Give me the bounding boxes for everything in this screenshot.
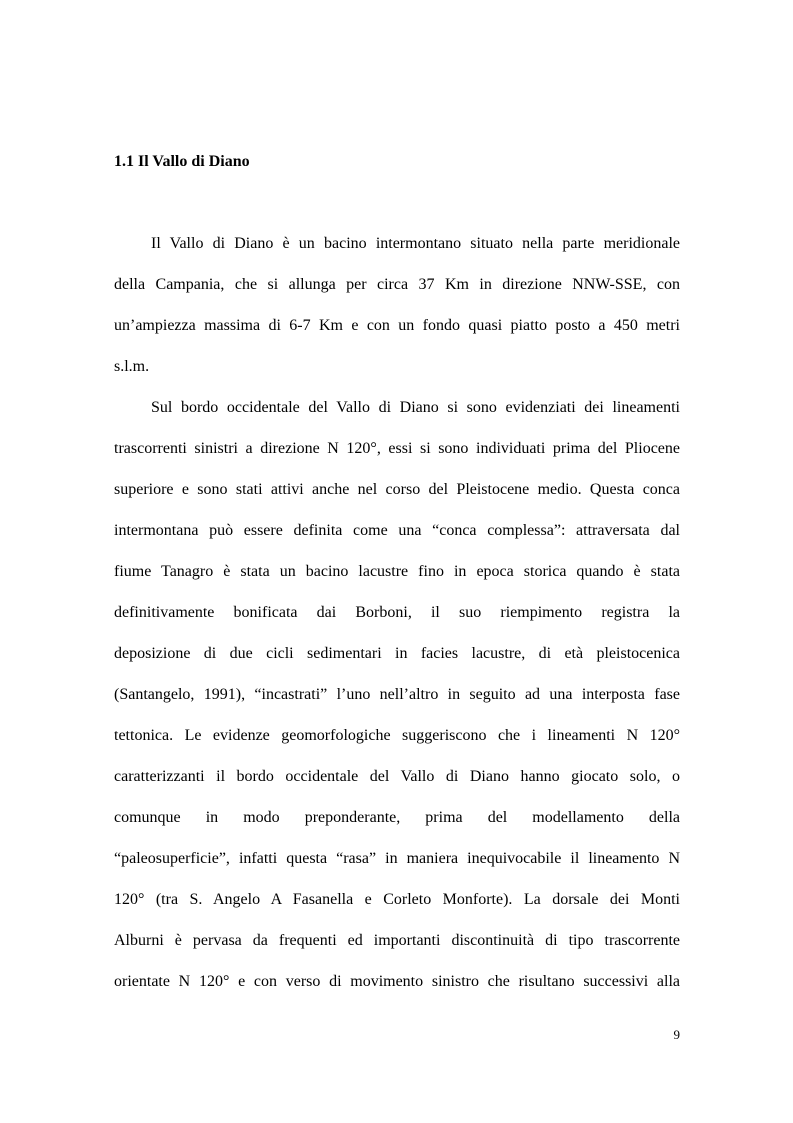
paragraph-1-line-4: s.l.m.: [114, 358, 150, 375]
paragraph-2-line-11: comunque in modo preponderante, prima del modellamento della: [114, 809, 680, 826]
paragraph-2-line-8: (Santangelo, 1991), “incastrati” l’uno nell’altro in seguito ad una interposta fase: [114, 686, 680, 703]
paragraph-2-line-1: Sul bordo occidentale del Vallo di Diano si sono evidenziati dei lineamenti: [151, 399, 680, 416]
paragraph-2-line-13: 120° (tra S. Angelo A Fasanella e Corleto Monforte). La dorsale dei Monti: [114, 891, 680, 908]
paragraph-2-line-14: Alburni è pervasa da frequenti ed importanti discontinuità di tipo trascorrente: [114, 932, 680, 949]
section-heading: 1.1 Il Vallo di Diano: [114, 153, 250, 170]
paragraph-2-line-6: definitivamente bonificata dai Borboni, il suo riempimento registra la: [114, 604, 680, 621]
paragraph-2-line-12: “paleosuperficie”, infatti questa “rasa” in maniera inequivocabile il lineamento N: [114, 850, 680, 867]
paragraph-1-line-3: un’ampiezza massima di 6-7 Km e con un fondo quasi piatto posto a 450 metri: [114, 317, 680, 334]
paragraph-1-line-1: Il Vallo di Diano è un bacino intermontano situato nella parte meridionale: [151, 235, 680, 252]
paragraph-2-line-5: fiume Tanagro è stata un bacino lacustre fino in epoca storica quando è stata: [114, 563, 680, 580]
paragraph-2-line-2: trascorrenti sinistri a direzione N 120°, essi si sono individuati prima del Pliocene: [114, 440, 680, 457]
paragraph-2-line-7: deposizione di due cicli sedimentari in facies lacustre, di età pleistocenica: [114, 645, 680, 662]
paragraph-2-line-15: orientate N 120° e con verso di movimento sinistro che risultano successivi alla: [114, 973, 680, 990]
paragraph-1-line-2: della Campania, che si allunga per circa 37 Km in direzione NNW-SSE, con: [114, 276, 680, 293]
paragraph-2-line-4: intermontana può essere definita come una “conca complessa”: attraversata dal: [114, 522, 680, 539]
page-number: 9: [673, 1027, 680, 1042]
paragraph-2-line-10: caratterizzanti il bordo occidentale del Vallo di Diano hanno giocato solo, o: [114, 768, 680, 785]
paragraph-2-line-9: tettonica. Le evidenze geomorfologiche suggeriscono che i lineamenti N 120°: [114, 727, 680, 744]
paragraph-2-line-3: superiore e sono stati attivi anche nel corso del Pleistocene medio. Questa conca: [114, 481, 680, 498]
